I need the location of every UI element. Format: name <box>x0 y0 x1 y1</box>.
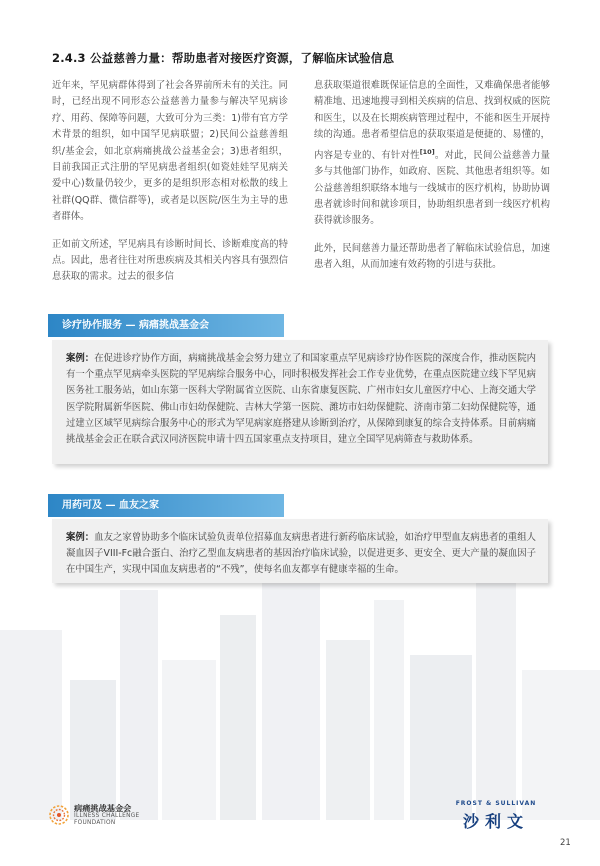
right-column <box>314 78 550 285</box>
case2-box <box>52 519 548 583</box>
logo-cn-name: 病痛挑战基金会 <box>74 803 132 813</box>
section-title: 2.4.3 公益慈善力量：帮助患者对接医疗资源，了解临床试验信息 <box>52 51 395 65</box>
left-paragraph-1: 近年来，罕见病群体得到了社会各界前所未有的关注。同时，已经出现不同形态公益慈善力量参与解决罕见病诊疗、用药、保障等问题，大致可分为三类：1)带有官方学术背景的组织，如中国罕见病联盟；2)民间公益慈善组织/基金会，如北京病痛挑战公益基金会；3)患者组织，目前我国正式注册的罕见病患者组织(如瓷娃娃罕见病关爱中心)数量仍较少，更多的是组织形态相对松散的线上社群(QQ群、微信群等)，或者是以医院/医生为主导的患者群体。 <box>52 80 288 223</box>
right-paragraph-1-text: 息获取渠道很难既保证信息的全面性，又难确保患者能够精准地、迅速地搜寻到相关疾病的信息、找到权威的医院和医生，以及在长期疾病管理过程中，不能和医生开展持续的沟通。患者希望信息的获取渠道是便捷的、易懂的，内容是专业的、有针对性 <box>314 80 550 161</box>
case1-tag: 诊疗协作服务 — 病痛挑战基金会 <box>48 314 284 337</box>
case1-text: 在促进诊疗协作方面，病痛挑战基金会努力建立了和国家重点罕见病诊疗协作医院的深度合作，推动医院内有一个重点罕见病牵头医院的罕见病综合服务中心，同时积极发挥社会工作专业优势，在重点医院建立线下罕见病医务社工服务站，如山东第一医科大学附属省立医院、山东省康复医院、广州市妇女儿童医疗中心、上海交通大学医学院附属新华医院、佛山市妇幼保健院、吉林大学第一医院、潍坊市妇幼保健院、济南市第二妇幼保健院等，通过建立区域罕见病综合服务中心的形式为罕见病家庭搭建从诊断到治疗，从保障到康复的综合支持体系。目前病痛挑战基金会正在联合武汉同济医院申请十四五国家重点支持项目，建立全国罕见病筛查与救助体系。 <box>66 353 536 446</box>
case2-lead: 案例： <box>66 532 95 543</box>
logo-en-line-2: FOUNDATION <box>74 820 116 827</box>
page-number: 21 <box>560 838 571 848</box>
citation-reference[interactable]: [10] <box>419 147 435 156</box>
case2-text: 血友之家曾协助多个临床试验负责单位招募血友病患者进行新药临床试验，如治疗甲型血友病患者的重组人凝血因子VIII-Fc融合蛋白、治疗乙型血友病患者的基因治疗临床试验，以促进更多、更安全、更大产量的凝血因子在中国生产，实现中国血友病患者的“不残”，使每名血友都享有健康幸福的生命。 <box>66 532 536 576</box>
right-paragraph-2: 此外，民间慈善力量还帮助患者了解临床试验信息，加速患者入组，从而加速有效药物的引进与获批。 <box>314 242 550 271</box>
right-paragraph-1 <box>314 78 550 230</box>
illness-challenge-logo-icon <box>46 802 72 828</box>
frost-sullivan-en: FROST & SULLIVAN <box>455 800 537 807</box>
left-paragraph-2: 正如前文所述，罕见病具有诊断时间长、诊断难度高的特点。因此，患者往往对所患疾病及其相关内容具有强烈信息获取的需求。过去的很多信 <box>52 238 288 283</box>
left-column <box>52 78 288 297</box>
frost-sullivan-cn: 沙利文 <box>462 812 529 831</box>
case1-lead: 案例： <box>66 353 95 364</box>
case1-box <box>52 340 548 464</box>
frost-sullivan-logo <box>450 800 542 832</box>
right-paragraph-1-cont: 。对此，民间公益慈善力量多与其他部门协作，如政府、医院、其他患者组织等。如公益慈善组织联络本地与一线城市的医疗机构，协助协调患者就诊时间和就诊项目，协助组织患者到一线医疗机构获得就诊服务。 <box>314 149 550 227</box>
case2-tag: 用药可及 — 血友之家 <box>48 494 284 517</box>
logo-en-line-1: ILLNESS CHALLENGE <box>74 813 140 819</box>
